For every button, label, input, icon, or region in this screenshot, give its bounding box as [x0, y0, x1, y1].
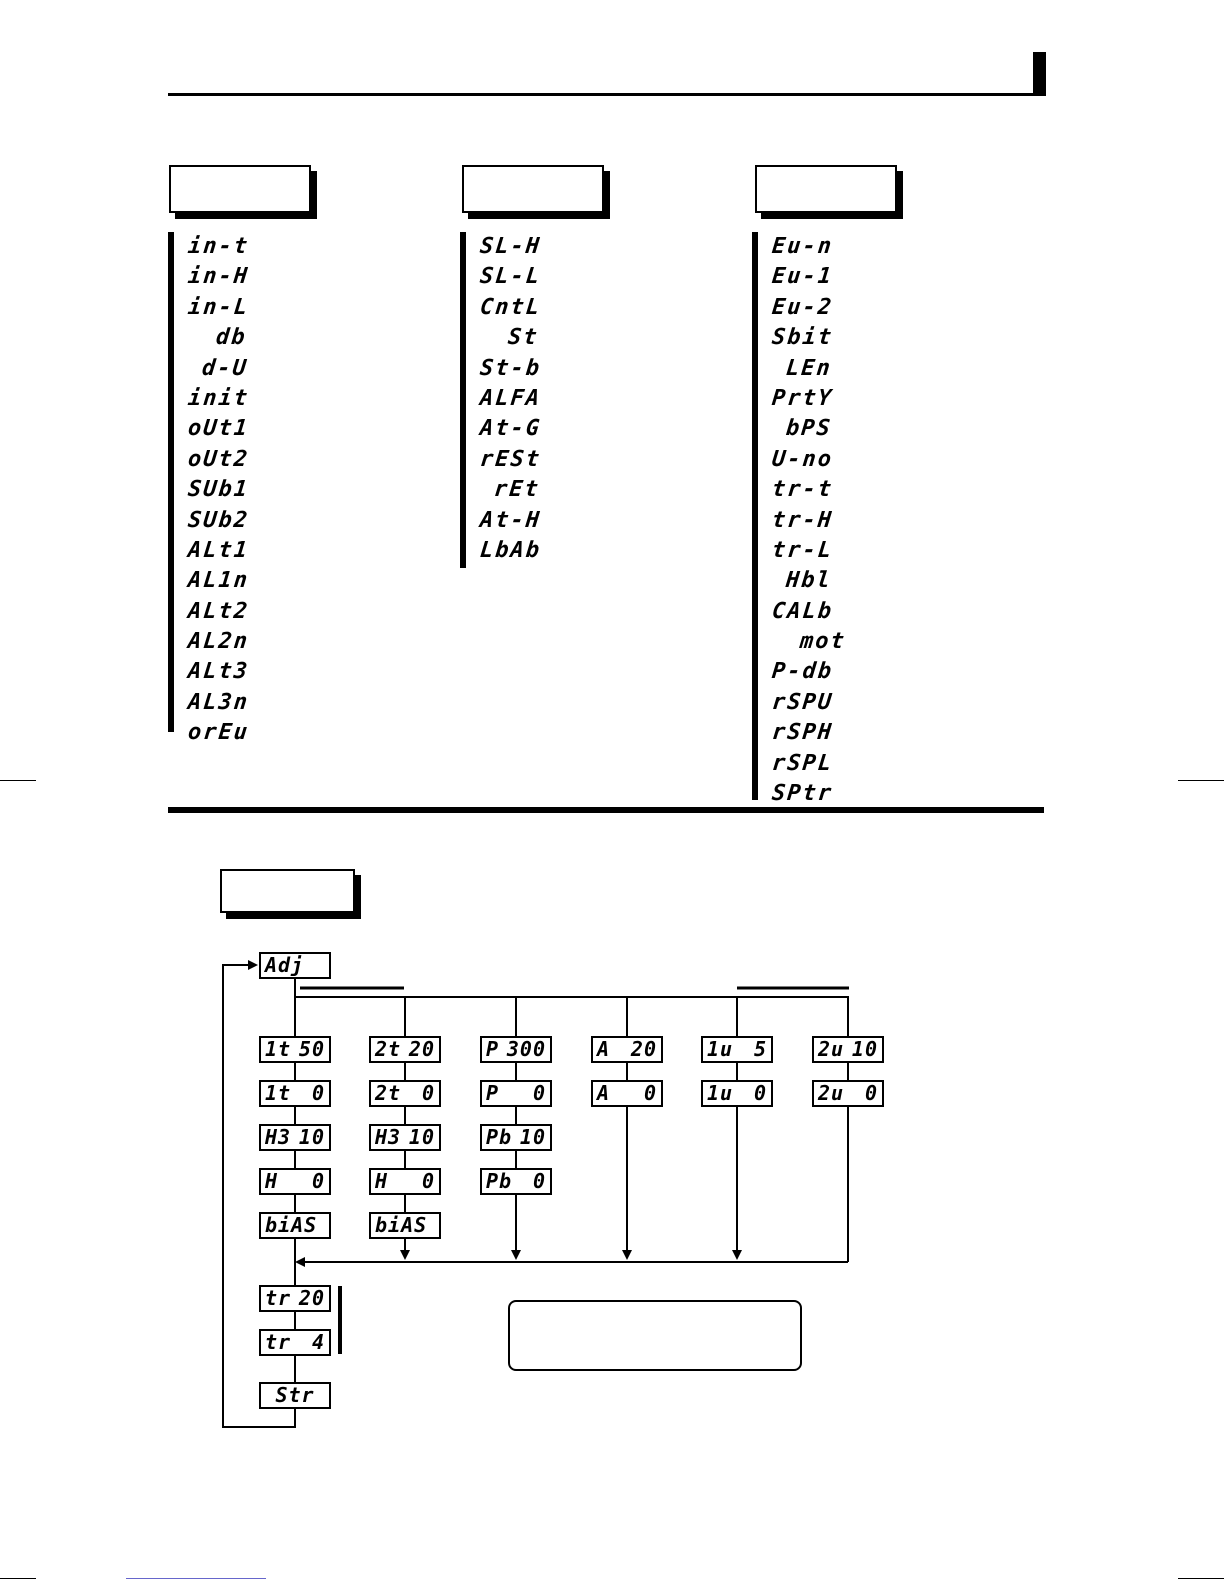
- parameter-item: Eu-2: [770, 294, 835, 320]
- parameter-item: PrtY: [770, 385, 835, 411]
- parameter-item: AL3n: [186, 689, 251, 715]
- display-text: tr: [265, 1330, 292, 1354]
- display-text: biAS: [265, 1213, 318, 1237]
- display-p-300: [480, 1036, 552, 1063]
- display-h-0: [369, 1168, 441, 1195]
- parameter-item: P-db: [770, 659, 835, 685]
- display-text: A: [597, 1037, 611, 1061]
- parameter-item: oUt2: [186, 446, 251, 472]
- display-tr-20: [259, 1285, 331, 1312]
- display-text: Pb: [486, 1125, 513, 1149]
- display-text: 1t: [265, 1081, 292, 1105]
- display-value: 0: [532, 1169, 546, 1193]
- parameter-item: orEu: [186, 720, 251, 746]
- parameter-item: mot: [798, 629, 848, 655]
- parameter-item: St: [506, 325, 540, 351]
- parameter-item: At-G: [478, 416, 543, 442]
- display-value: 0: [864, 1081, 878, 1105]
- display-value: 50: [298, 1037, 325, 1061]
- display-text: H: [265, 1169, 279, 1193]
- parameter-item: AL2n: [186, 629, 251, 655]
- display-text: H3: [375, 1125, 402, 1149]
- parameter-item: tr-H: [770, 507, 835, 533]
- parameter-item: AL1n: [186, 568, 251, 594]
- display-value: 10: [851, 1037, 878, 1061]
- parameter-item: ALt2: [186, 598, 251, 624]
- display-text: 2t: [375, 1081, 402, 1105]
- parameter-item: LEn: [784, 355, 834, 381]
- parameter-item: CntL: [478, 294, 543, 320]
- parameter-item: db: [214, 325, 248, 351]
- parameter-item: rESt: [478, 446, 543, 472]
- display-1u-0: [701, 1080, 773, 1107]
- display-adj: [259, 952, 331, 979]
- display-text: 1u: [707, 1081, 734, 1105]
- display-text: 1t: [265, 1037, 292, 1061]
- parameter-item: rSPL: [770, 750, 835, 776]
- display-text: Adj: [265, 953, 305, 977]
- display-text: P: [486, 1081, 500, 1105]
- display-p-0: [480, 1080, 552, 1107]
- display-text: H3: [265, 1125, 292, 1149]
- parameter-item: tr-L: [770, 537, 835, 563]
- display-h-0: [259, 1168, 331, 1195]
- parameter-item: in-L: [186, 294, 251, 320]
- parameter-item: At-H: [478, 507, 543, 533]
- display-a-0: [591, 1080, 663, 1107]
- display-text: Str: [275, 1383, 315, 1407]
- display-pb-10: [480, 1124, 552, 1151]
- display-2u-10: [812, 1036, 884, 1063]
- display-bias: [259, 1212, 331, 1239]
- display-value: 0: [421, 1081, 435, 1105]
- display-a-20: [591, 1036, 663, 1063]
- display-2u-0: [812, 1080, 884, 1107]
- display-text: 2u: [818, 1037, 845, 1061]
- parameter-item: tr-t: [770, 477, 835, 503]
- display-text: Pb: [486, 1169, 513, 1193]
- parameter-item: SPtr: [770, 781, 835, 807]
- display-1u-5: [701, 1036, 773, 1063]
- display-value: 10: [408, 1125, 435, 1149]
- display-value: 4: [311, 1330, 325, 1354]
- display-h3-10: [369, 1124, 441, 1151]
- parameter-item: SUb1: [186, 477, 251, 503]
- display-value: 20: [630, 1037, 657, 1061]
- display-h3-10: [259, 1124, 331, 1151]
- parameter-item: ALt3: [186, 659, 251, 685]
- parameter-item: Eu-1: [770, 264, 835, 290]
- parameter-item: SL-H: [478, 234, 543, 259]
- parameter-item: LbAb: [478, 537, 543, 563]
- display-value: 0: [532, 1081, 546, 1105]
- display-value: 5: [753, 1037, 767, 1061]
- display-text: H: [375, 1169, 389, 1193]
- parameter-item: in-t: [186, 234, 251, 259]
- parameter-item: init: [186, 385, 251, 411]
- display-text: biAS: [375, 1213, 428, 1237]
- display-text: A: [597, 1081, 611, 1105]
- parameter-item: SL-L: [478, 264, 543, 290]
- parameter-item: rEt: [492, 477, 542, 503]
- parameter-item: U-no: [770, 446, 835, 472]
- display-text: 2u: [818, 1081, 845, 1105]
- parameter-item: ALt1: [186, 537, 251, 563]
- parameter-item: bPS: [784, 416, 834, 442]
- display-str: [259, 1382, 331, 1409]
- display-1t-0: [259, 1080, 331, 1107]
- display-1t-50: [259, 1036, 331, 1063]
- display-value: 0: [753, 1081, 767, 1105]
- parameter-item: oUt1: [186, 416, 251, 442]
- display-value: 300: [506, 1037, 546, 1061]
- parameter-item: CALb: [770, 598, 835, 624]
- display-2t-20: [369, 1036, 441, 1063]
- display-text: 1u: [707, 1037, 734, 1061]
- display-value: 20: [298, 1286, 325, 1310]
- display-text: P: [486, 1037, 500, 1061]
- display-value: 0: [311, 1081, 325, 1105]
- parameter-item: ALFA: [478, 385, 543, 411]
- parameter-item: rSPU: [770, 689, 835, 715]
- parameter-item: Sbit: [770, 325, 835, 351]
- display-value: 0: [643, 1081, 657, 1105]
- display-bias: [369, 1212, 441, 1239]
- display-value: 0: [311, 1169, 325, 1193]
- parameter-item: d-U: [200, 355, 250, 381]
- parameter-item: St-b: [478, 355, 543, 381]
- display-pb-0: [480, 1168, 552, 1195]
- parameter-item: Hbl: [784, 568, 834, 594]
- note-box: [508, 1300, 802, 1371]
- display-value: 10: [519, 1125, 546, 1149]
- parameter-item: SUb2: [186, 507, 251, 533]
- parameter-item: in-H: [186, 264, 251, 290]
- display-text: 2t: [375, 1037, 402, 1061]
- parameter-item: rSPH: [770, 720, 835, 746]
- display-value: 10: [298, 1125, 325, 1149]
- display-text: tr: [265, 1286, 292, 1310]
- parameter-item: Eu-n: [770, 234, 835, 259]
- display-tr-4: [259, 1329, 331, 1356]
- display-value: 20: [408, 1037, 435, 1061]
- display-2t-0: [369, 1080, 441, 1107]
- display-value: 0: [421, 1169, 435, 1193]
